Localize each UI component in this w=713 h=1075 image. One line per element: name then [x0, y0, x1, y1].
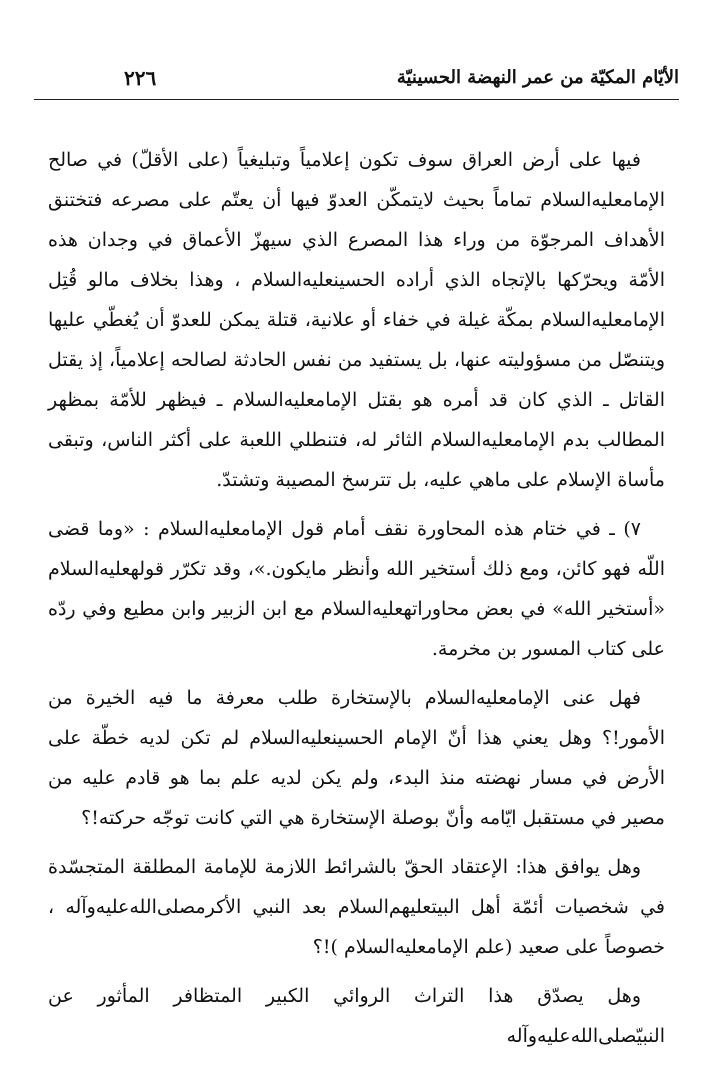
- paragraph-4: وهل يوافق هذا: الإعتقاد الحقّ بالشرائط اللازمة للإمامة المطلقة المتجسّدة في شخصيات أئمّة أهل البيتعليهم‌السلام بعد النبي الأكرمصلى‌الله‌عليه‌وآله ، خصوصاً على صعيد (علم الإمامعليه‌السلام )!؟: [48, 856, 665, 958]
- header-divider: [34, 99, 679, 100]
- paragraph-2: ٧) ـ في ختام هذه المحاورة نقف أمام قول الإمامعليه‌السلام : «وما قضى اللّه فهو كائن، ومع ذلك أستخير الله وأنظر مايكون.»، وقد تكرّر قولهعليه‌السلام «أستخير الله» في بعض محاوراتهعليه‌السلام مع ابن الزبير وابن مطيع وفي ردّه على كتاب المسور بن مخرمة.: [48, 518, 665, 660]
- body-text: [48, 140, 665, 1065]
- paragraph-1: فيها على أرض العراق سوف تكون إعلامياً وتبليغياً (على الأقلّ) في صالح الإمامعليه‌السلام تماماً بحيث لايتمكّن العدوّ فيها أن يعتّم على مصرعه فتختنق الأهداف المرجوّة من وراء هذا المصرع الذي سيهزّ الأعماق في وجدان هذه الأمّة ويحرّكها بالإتجاه الذي أراده الحسينعليه‌السلام ، وهذا بخلاف مالو قُتِل الإمامعليه‌السلام بمكّة غيلة في خفاء أو علانية، قتلة يمكن للعدوّ أن يُغطّي عليها ويتنصّل من مسؤوليته عنها، بل يستفيد من نفس الحادثة لصالحه إعلامياً، إذ يقتل القاتل ـ الذي كان قد أمره هو بقتل الإمامعليه‌السلام ـ فيظهر للأمّة بمظهر المطالب بدم الإمامعليه‌السلام الثائر له، فتنطلي اللعبة على أكثر الناس، وتبقى مأساة الإسلام على ماهي عليه، بل تترسخ المصيبة وتشتدّ.: [48, 149, 665, 491]
- running-header-title: الأيّام المكيّة من عمر النهضة الحسينيّة: [396, 67, 679, 88]
- paragraph-5: وهل يصدّق هذا التراث الروائي الكبير المتظافر المأثور عن النبيّصلى‌الله‌عليه‌وآله: [48, 985, 665, 1047]
- paragraph-3: فهل عنى الإمامعليه‌السلام بالإستخارة طلب معرفة ما فيه الخيرة من الأمور!؟ وهل يعني هذا أنّ الإمام الحسينعليه‌السلام لم تكن لديه خطّة على الأرض في مسار نهضته منذ البدء، ولم يكن لديه علم بما هو قادم عليه من مصير في مستقبل ايّامه وأنّ بوصلة الإستخارة هي التي كانت توجّه حركته!؟: [48, 687, 665, 829]
- page-number: ٢٢٦: [124, 66, 157, 90]
- running-header: [34, 62, 679, 94]
